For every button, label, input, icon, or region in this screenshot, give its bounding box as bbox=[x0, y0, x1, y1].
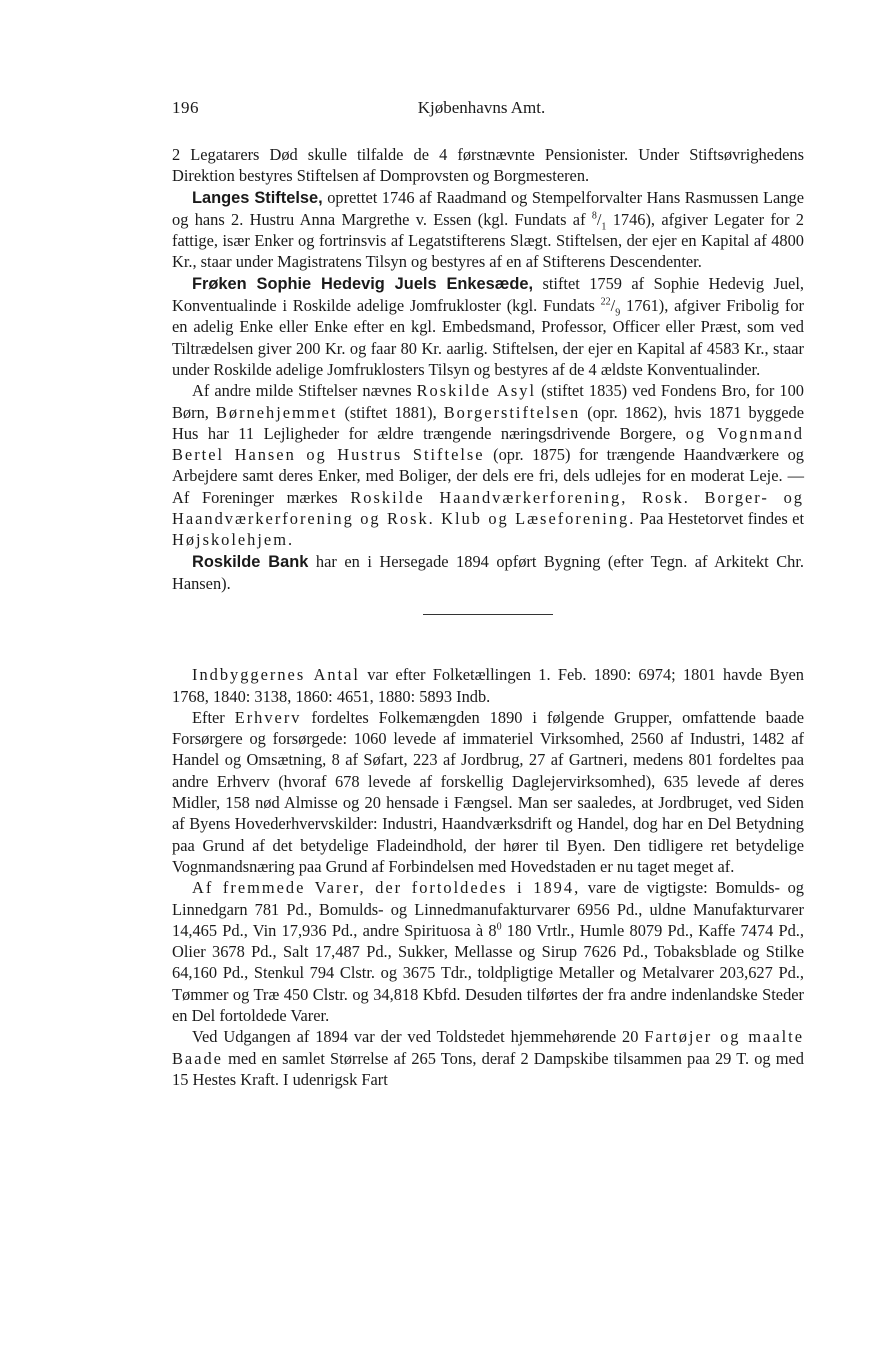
paragraph-juels-enkesaede: Frøken Sophie Hedevig Juels Enkesæde, stiftet 1759 af Sophie Hedevig Juel, Konventualinde i Roskilde adelige Jomfrukloster (kgl. Fundats $^{22}/_9$ 1761), afgiver Fribolig for en adelig Enke eller Enke efter en kgl. Embedsmand, Professor, Officer eller Præst, som ved Tiltrædelsen giver 200 Kr. og faar 80 Kr. aarlig. Stiftelsen, der ejer en Kapital af 4583 Kr., staar under Roskilde adelige Jomfruklosters Tilsyn og bestyres af de 4 ældste Konventualinder. bbox=[172, 273, 804, 379]
text: oprettet 1746 af Raadmand og Stempelforvalter Hans Rasmussen Lange og hans 2. Hustru Anna Margrethe v. Essen (kgl. Fundats af bbox=[172, 187, 804, 229]
paragraph-milde-stiftelser bbox=[172, 380, 804, 550]
paragraph-fremmede-varer bbox=[172, 877, 804, 1026]
fraction-numerator: 8 bbox=[591, 210, 597, 222]
paragraph-legatarers bbox=[172, 144, 804, 187]
heading-juels-enkesaede: Frøken Sophie Hedevig Juels Enkesæde, bbox=[192, 274, 534, 293]
section-divider bbox=[423, 614, 553, 615]
text: 1746), afgiver Legater for 2 fattige, især Enker og fortrinsvis af Legatstifterens Slægt. Stiftelsen, der ejer en Kapital af 4800 Kr., staar under Magistratens Tilsyn og bestyres af en af Stifterens Descendenter. bbox=[172, 209, 804, 272]
degree-mark: 0 bbox=[496, 921, 502, 933]
text: vare de vigtigste: Bomulds- og Linnedgarn 781 Pd., Bomulds- og Linnedmanufakturvarer 6956 Pd., uldne Manufakturvarer 14,465 Pd., Vin 17,936 Pd., andre Spirituosa à 8 bbox=[172, 878, 804, 940]
fraction-denominator: 9 bbox=[615, 307, 621, 319]
text: (stiftet 1835) ved Fondens Bro, for 100 Børn, bbox=[172, 381, 804, 422]
heading-langes-stiftelse: Langes Stiftelse, bbox=[192, 188, 323, 207]
spaced-term: Roskilde Haandværkerforening, Rosk. Borger- og Haandværkerforening og Rosk. Klub og Læseforening. bbox=[172, 487, 804, 529]
page-header bbox=[172, 98, 804, 124]
paragraph-fartoejer bbox=[172, 1026, 804, 1090]
text: har en i Hersegade 1894 opført Bygning (efter Tegn. af Arkitekt Chr. Hansen). bbox=[172, 551, 804, 593]
text: Efter bbox=[192, 707, 235, 727]
text: 1761), afgiver Fribolig for en adelig Enke eller Enke efter en kgl. Embedsmand, Professor, Officer eller Præst, som ved Tiltrædelsen giver 200 Kr. og faar 80 Kr. aarlig. Stiftelsen, der ejer en Kapital af 4583 Kr., staar under Roskilde adelige Jomfruklosters Tilsyn og bestyres af de 4 ældste Konventualinder. bbox=[172, 296, 804, 379]
spaced-term: Fartøjer og maalte Baade bbox=[172, 1027, 805, 1068]
fraction-numerator: 22 bbox=[600, 296, 611, 308]
text: 2 Legatarers Død skulle tilfalde de 4 førstnævnte Pensionister. Under Stiftsøvrighedens Direktion bestyres Stiftelsen af Domprovsten og Borgmesteren. bbox=[172, 145, 804, 186]
paragraph-langes-stiftelse: Langes Stiftelse, oprettet 1746 af Raadmand og Stempelforvalter Hans Rasmussen Lange og hans 2. Hustru Anna Margrethe v. Essen (kgl. Fundats af $^8/_1$ 1746), afgiver Legater for 2 fattige, især Enker og fortrinsvis af Legatstifterens Slægt. Stiftelsen, der ejer en Kapital af 4800 Kr., staar under Magistratens Tilsyn og bestyres af en af Stifterens Descendenter. bbox=[172, 187, 804, 272]
spaced-term: og Vognmand Bertel Hansen og Hustrus Stiftelse bbox=[172, 423, 804, 465]
paragraph-indbyggernes-antal bbox=[172, 664, 804, 707]
book-page bbox=[172, 98, 804, 1090]
text: (opr. 1875) for trængende Haandværkere og Arbejdere samt deres Enker, med Boliger, der dels ere fri, dels udlejes for en moderat Leje. — Af Foreninger mærkes bbox=[172, 445, 805, 507]
page-number: 196 bbox=[172, 98, 199, 117]
text: (opr. 1862), hvis 1871 byggede Hus har 11 Lejligheder for ældre trængende næringsdrivende Borgere, bbox=[172, 402, 804, 443]
paragraph-erhverv bbox=[172, 707, 804, 877]
spaced-term: Indbyggernes Antal bbox=[192, 665, 360, 685]
fraction-denominator: 1 bbox=[601, 221, 607, 233]
spaced-term: Børnehjemmet bbox=[215, 402, 338, 422]
text: 180 Vrtlr., Humle 8079 Pd., Kaffe 7474 Pd., Olier 3678 Pd., Salt 17,487 Pd., Sukker, Mellasse og Sirup 7626 Pd., Tobaksblade og Stilke 64,160 Pd., Stenkul 794 Clstr. og 3675 Tdr., toldpligtige Metaller og Metalvarer 203,627 Pd., Tømmer og Træ 450 Clstr. og 34,818 Kbfd. Desuden tilførtes der fra andre indenlandske Steder en Del fortoldede Varer. bbox=[172, 920, 804, 1025]
text: (stiftet 1881), bbox=[337, 402, 444, 422]
spaced-term: Borgerstiftelsen bbox=[443, 402, 581, 422]
spaced-term: Højskolehjem. bbox=[172, 530, 295, 550]
text: Ved Udgangen af 1894 var der ved Toldstedet hjemmehørende 20 bbox=[192, 1027, 645, 1047]
spaced-term: Roskilde Asyl bbox=[416, 381, 537, 401]
text: med en samlet Størrelse af 265 Tons, deraf 2 Dampskibe tilsammen paa 29 T. og med 15 Hestes Kraft. I udenrigsk Fart bbox=[172, 1048, 804, 1089]
text: Paa Hestetorvet findes et bbox=[635, 509, 804, 529]
text: fordeltes Folkemængden 1890 i følgende Grupper, omfattende baade Forsørgere og forsørgede: 1060 levede af immateriel Virksomhed, 2560 af Industri, 1482 af Handel og Omsætning, 8 af Søfart, 223 af Jordbrug, 27 af Gartneri, medens 801 fordeltes paa andre Erhverv (hvoraf 678 levede af forskellig Daglejervirksomhed), 635 levede af deres Midler, 158 nød Almisse og 20 hensade i Fængsel. Man ser saaledes, at Jordbruget, ved Siden af Byens Hovederhvervskilder: Industri, Haandværksdrift og Handel, dog har en Del Betydning paa Grund af det betydelige Fladeindhold, der hører til Byen. Den tidligere ret betydelige Vognmandsnæring paa Grund af Forbindelsen med Hovedstaden er nu taget meget af. bbox=[172, 707, 804, 876]
spaced-term: Af fremmede Varer, der fortoldedes i 1894, bbox=[192, 878, 581, 898]
running-head: Kjøbenhavns Amt. bbox=[417, 98, 546, 117]
paragraph-roskilde-bank bbox=[172, 551, 804, 595]
text: var efter Folketællingen 1. Feb. 1890: 6974; 1801 havde Byen 1768, 1840: 3138, 1860: 4651, 1880: 5893 Indb. bbox=[172, 665, 804, 706]
heading-roskilde-bank: Roskilde Bank bbox=[192, 552, 309, 571]
text: Af andre milde Stiftelser nævnes bbox=[192, 381, 417, 401]
spaced-term: Erhverv bbox=[234, 707, 302, 727]
text: stiftet 1759 af Sophie Hedevig Juel, Konventualinde i Roskilde adelige Jomfrukloster (kgl. Fundats bbox=[172, 273, 804, 316]
